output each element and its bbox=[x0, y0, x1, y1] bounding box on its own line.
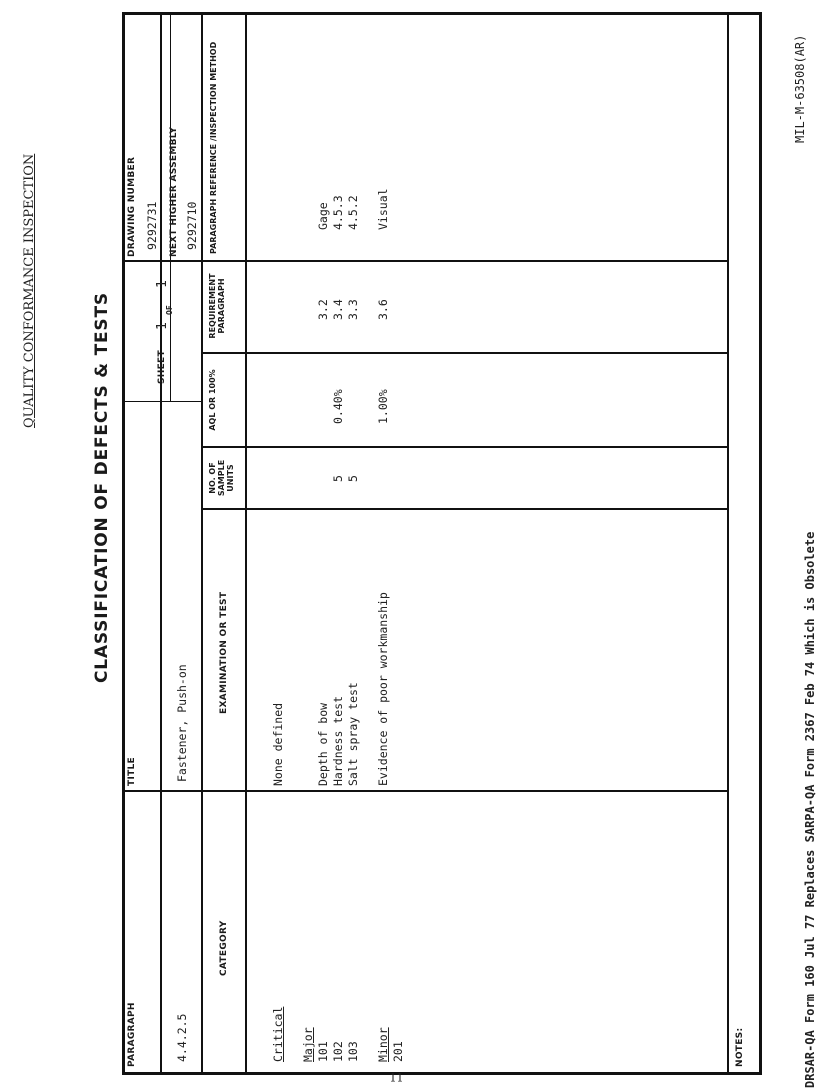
exam-103: Salt spray test bbox=[346, 682, 360, 786]
exam-201: Evidence of poor workmanship bbox=[376, 592, 390, 786]
aql-103 bbox=[346, 389, 361, 424]
defects-form bbox=[122, 12, 762, 1075]
reference-column bbox=[316, 188, 391, 230]
requirement-column bbox=[316, 299, 391, 320]
ref-103: 4.5.2 bbox=[346, 195, 360, 230]
minor-label: Minor bbox=[376, 1027, 390, 1062]
label-sample-units: NO. OF SAMPLE UNITS bbox=[208, 459, 235, 497]
ref-201: Visual bbox=[376, 188, 390, 230]
aql-201: 1.00% bbox=[376, 389, 390, 424]
units-101 bbox=[316, 475, 331, 482]
label-requirement: REQUIREMENT PARAGRAPH bbox=[208, 273, 226, 339]
form-title: CLASSIFICATION OF DEFECTS & TESTS bbox=[92, 292, 112, 683]
line-v-exam bbox=[202, 508, 727, 510]
aql-102: 0.40% bbox=[331, 389, 345, 424]
label-examination: EXAMINATION OR TEST bbox=[219, 591, 229, 714]
label-next-assembly: NEXT HIGHER ASSEMBLY bbox=[169, 126, 179, 257]
label-aql: AQL OR 100% bbox=[208, 369, 217, 431]
major-code-103: 103 bbox=[346, 1041, 360, 1062]
exam-102: Hardness test bbox=[331, 695, 345, 786]
next-assembly-value: 9292710 bbox=[185, 201, 199, 250]
line-h-3 bbox=[245, 15, 247, 1072]
label-notes: NOTES: bbox=[735, 1027, 745, 1067]
aql-column bbox=[316, 389, 391, 424]
sheet-number: 1 bbox=[155, 322, 170, 330]
major-code-102: 102 bbox=[331, 1041, 345, 1062]
aql-101 bbox=[316, 389, 331, 424]
qci-heading: QUALITY CONFORMANCE INSPECTION bbox=[22, 153, 37, 428]
sample-units-column bbox=[316, 475, 361, 482]
critical-label: Critical bbox=[271, 1006, 285, 1062]
units-103: 5 bbox=[346, 475, 360, 482]
label-category: CATEGORY bbox=[219, 920, 229, 976]
exam-101: Depth of bow bbox=[316, 702, 330, 786]
line-h-notes bbox=[727, 15, 729, 1072]
line-v-category bbox=[125, 790, 727, 792]
ref-101: Gage bbox=[316, 202, 330, 230]
major-code-101: 101 bbox=[316, 1041, 330, 1062]
minor-code-201: 201 bbox=[391, 1041, 405, 1062]
label-paragraph: PARAGRAPH bbox=[127, 1002, 137, 1067]
line-v-req bbox=[245, 260, 727, 262]
line-v-aql bbox=[202, 352, 727, 354]
form-footer: DRSAR-QA Form 160 Jul 77 Replaces SARPA-QA Form 2367 Feb 74 Which is Obsolete bbox=[803, 531, 817, 1088]
spec-number: MIL-M-63508(AR) bbox=[793, 34, 807, 143]
req-102: 3.4 bbox=[331, 299, 345, 320]
label-sheet: SHEET bbox=[157, 350, 167, 384]
units-102: 5 bbox=[331, 475, 345, 482]
req-103: 3.3 bbox=[346, 299, 360, 320]
sheet-of-label: OF bbox=[165, 305, 174, 315]
label-reference: PARAGRAPH REFERENCE /INSPECTION METHOD bbox=[209, 41, 218, 254]
examination-column bbox=[271, 592, 391, 786]
label-title: TITLE bbox=[127, 756, 137, 786]
sheet-total: 1 bbox=[155, 280, 170, 288]
category-column bbox=[271, 1007, 406, 1062]
major-label: Major bbox=[301, 1027, 315, 1062]
drawing-number-value: 9292731 bbox=[145, 201, 159, 250]
label-drawing-number: DRAWING NUMBER bbox=[127, 156, 137, 257]
line-h-2 bbox=[201, 15, 203, 1072]
line-v-sheet bbox=[125, 401, 202, 402]
line-v-units bbox=[202, 446, 727, 448]
page-number: 11 bbox=[389, 1071, 404, 1085]
title-value: Fastener, Push-on bbox=[175, 664, 189, 782]
line-v-drawing bbox=[125, 260, 247, 262]
req-101: 3.2 bbox=[316, 299, 330, 320]
req-201: 3.6 bbox=[376, 299, 390, 320]
ref-102: 4.5.3 bbox=[331, 195, 345, 230]
line-h-1 bbox=[160, 15, 162, 1072]
critical-text: None defined bbox=[271, 702, 285, 786]
paragraph-value: 4.4.2.5 bbox=[175, 1013, 189, 1062]
